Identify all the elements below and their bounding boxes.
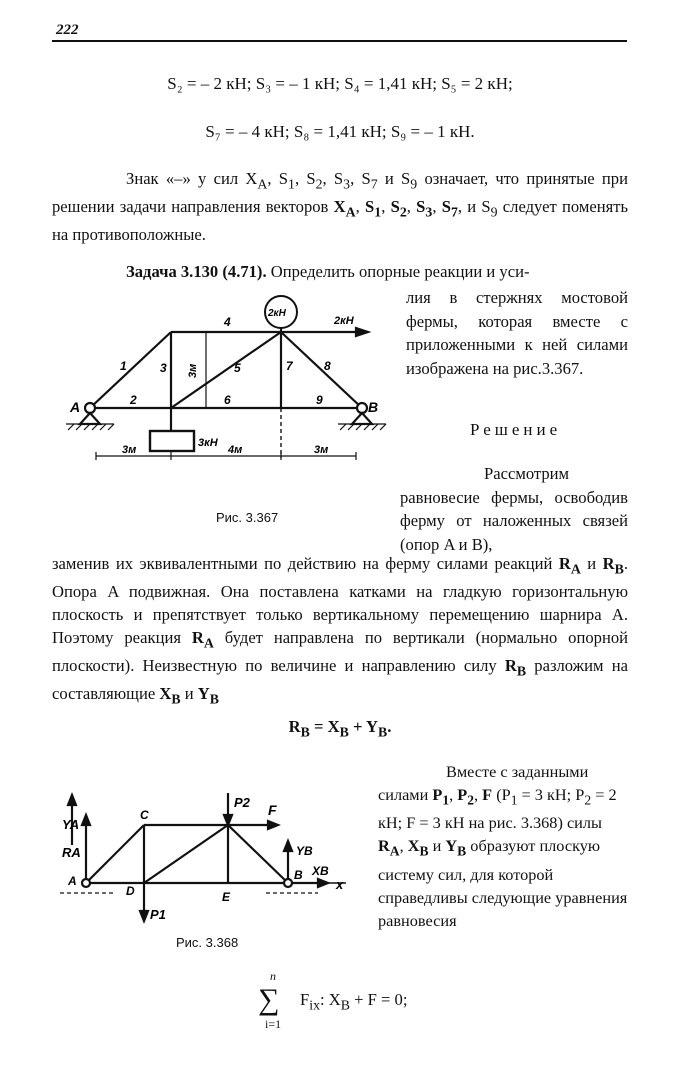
solution-side-text	[400, 462, 628, 556]
truss-figure-3-368	[56, 785, 356, 930]
label-x: x	[336, 877, 344, 892]
problem-label: Задача 3.130 (4.71).	[126, 262, 267, 281]
label-f: F	[268, 802, 277, 818]
member-4: 4	[224, 315, 231, 329]
sum-lower-limit: i=1	[265, 1017, 282, 1031]
problem-statement-lead	[126, 262, 530, 282]
equilibrium-text: Вместе с заданными силами $P_1$, $P_2$, F ($P_1 = 3$ кН; $P_2 = 2$ кН; F = 3 кН на рис. 3.368) силы $R_A$, $X_B$ и $Y_B$ образуют плоскую систему сил, для которой справедливы следующие уравнения равновесия	[378, 762, 628, 930]
sum-upper-limit: n	[270, 969, 276, 983]
figure-caption-3-368: Рис. 3.368	[176, 935, 239, 950]
label-d: D	[126, 884, 135, 898]
dim-3: 3м	[314, 444, 329, 456]
member-3: 3	[160, 361, 167, 375]
label-ra: RA	[62, 845, 81, 860]
equation-line-2: S₇ = – 4 кН; S₈ = 1,41 кН; S₉ = – 1 кН.	[205, 122, 475, 141]
label-yb: YB	[296, 844, 313, 858]
label-ya: YA	[62, 817, 80, 832]
formula-rb: $R_B = X_B + Y_B$.	[288, 717, 392, 740]
member-9: 9	[316, 393, 323, 407]
sum-expression: $F_{ix}$: $X_B + F = 0$;	[300, 990, 408, 1013]
label-a2: A	[68, 874, 77, 888]
solution-heading: Решение	[470, 420, 562, 439]
member-8: 8	[324, 359, 331, 373]
figure-caption-3-367: Рис. 3.367	[216, 510, 279, 525]
header-rule	[52, 40, 627, 42]
label-p2: P2	[234, 795, 250, 810]
label-b: B	[368, 399, 379, 415]
load-circle-label: 2кН	[268, 308, 286, 319]
paragraph-equilibrium	[378, 760, 628, 932]
member-5: 5	[234, 361, 241, 375]
member-7: 7	[286, 359, 293, 373]
weight-label: 3кН	[198, 437, 218, 449]
label-e: E	[222, 890, 231, 904]
paragraph-reactions: заменив их эквивалентными по действию на ферму силами реакций $R_A$ и $R_B$. Опора A подвижная. Она поставлена катками на гладкую горизонтальную плоскость и препятствует только вертикальному перемещению шарнира A. Поэтому реакция $R_A$ будет направлена по вертикали (нормально опорной плоскости). Неизвестную по величине и направлению силу $R_B$ разложим на составляющие $X_B$ и $Y_B$	[52, 554, 629, 707]
dim-2: 4м	[228, 444, 243, 456]
problem-lead-text: Определить опорные реакции и уси-	[270, 262, 530, 281]
dim-1: 3м	[122, 444, 137, 456]
page-number: 222	[56, 22, 79, 38]
label-c: C	[140, 808, 149, 822]
height-label: 3м	[187, 363, 199, 378]
load-right-label: 2кН	[334, 315, 354, 327]
paragraph-sign-note: Знак «–» у сил $X_A$, $S_1$, $S_2$, $S_3$, $S_7$ и $S_9$ означает, что принятые при решении задачи направления векторов $X_A$, $S_1$, $S_2$, $S_3$, $S_7$, и $S_9$ следует поменять на противоположные.	[52, 169, 629, 244]
equation-line-1: S₂ = – 2 кН; S₃ = – 1 кН; S₄ = 1,41 кН; S₅ = 2 кН;	[167, 74, 513, 93]
label-xb: XB	[312, 864, 329, 878]
truss-figure-3-367	[56, 290, 396, 480]
label-a: A	[70, 399, 81, 415]
member-2: 2	[130, 393, 137, 407]
label-p1: P1	[150, 907, 166, 922]
problem-statement-continuation: лия в стержнях мостовой фермы, которая вместе с приложенными к ней силами изображена на рис.3.367.	[406, 288, 628, 378]
member-6: 6	[224, 393, 231, 407]
member-1: 1	[120, 359, 127, 373]
label-b2: B	[294, 868, 303, 882]
solution-side-paragraph: Рассмотрим равновесие фермы, освободив ферму от наложенных связей (опор A и B),	[400, 464, 628, 554]
sum-sign: ∑	[258, 983, 280, 1016]
